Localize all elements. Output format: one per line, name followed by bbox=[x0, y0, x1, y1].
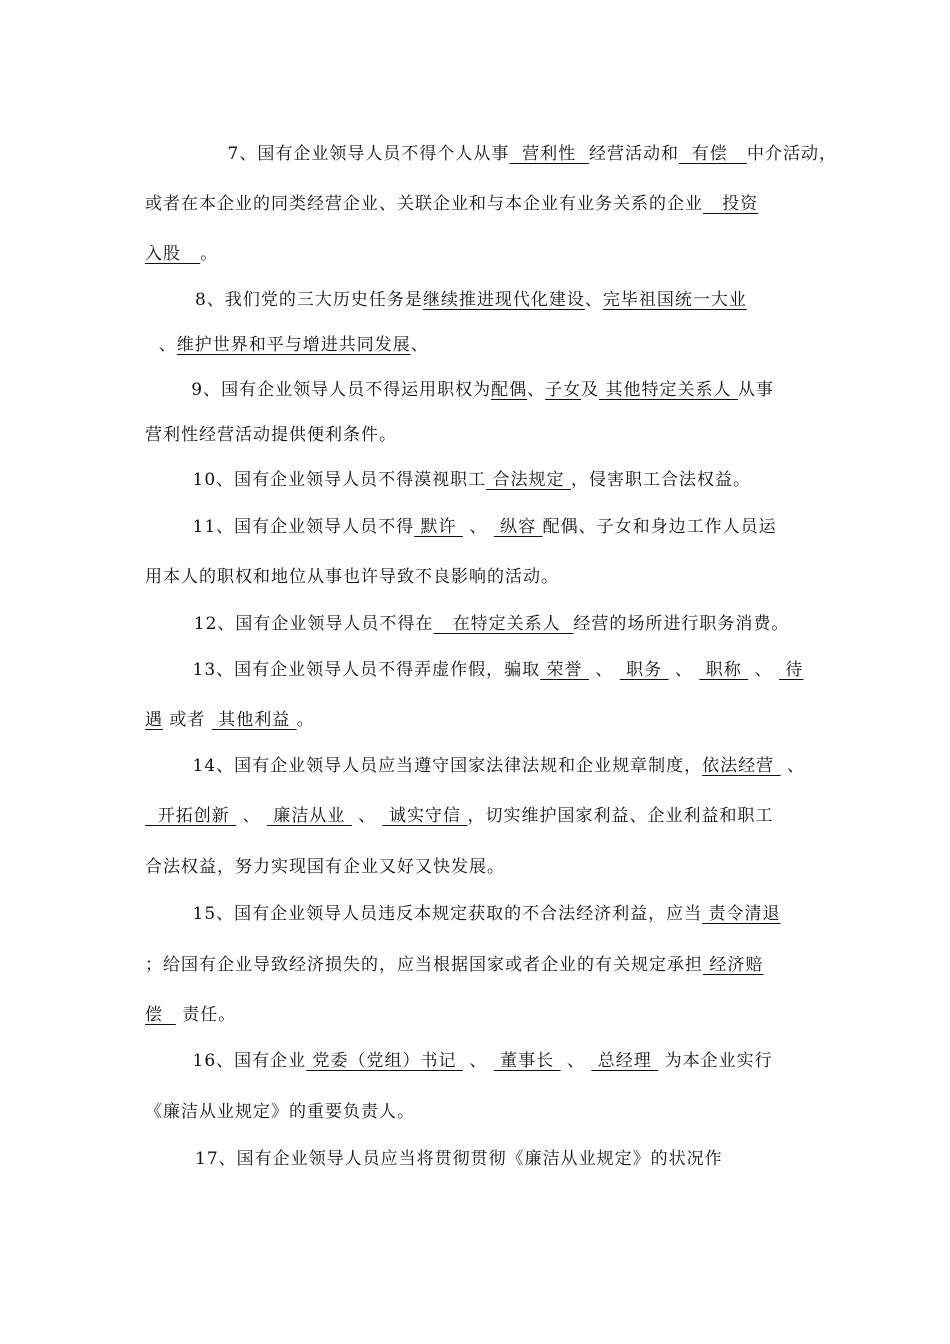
text-run: 8、我们党的三大历史任务是 bbox=[195, 290, 423, 310]
text-run: 7、国有企业领导人员不得个人从事 bbox=[227, 144, 510, 164]
text-run: 、 bbox=[748, 660, 780, 680]
text-run: 《廉洁从业规定》的重要负责人。 bbox=[145, 1102, 415, 1122]
q15-line-3 bbox=[145, 1003, 236, 1027]
text-run: 责任。 bbox=[175, 1005, 237, 1025]
text-run: 、 bbox=[462, 517, 494, 537]
answer-blank: 完毕祖国统一大业 bbox=[602, 290, 747, 310]
text-run: 、 bbox=[410, 335, 429, 355]
answer-blank: 董事长 bbox=[493, 1051, 561, 1071]
answer-blank: 默许 bbox=[414, 517, 463, 537]
text-run: ，侵害职工合法权益。 bbox=[570, 470, 751, 490]
answer-blank: 偿 bbox=[145, 1005, 176, 1025]
answer-blank: 待 bbox=[779, 660, 804, 680]
answer-blank: 荣誉 bbox=[540, 660, 589, 680]
answer-blank: 职务 bbox=[619, 660, 669, 680]
text-run: 。 bbox=[200, 244, 219, 264]
text-run: 、 bbox=[236, 806, 268, 826]
text-run: 配偶、子女和身边工作人员运 bbox=[542, 517, 777, 537]
text-run: 17、国有企业领导人员应当将贯彻贯彻《廉洁从业规定》的状况作 bbox=[195, 1149, 723, 1169]
answer-blank: 继续推进现代化建设 bbox=[422, 290, 585, 310]
text-run: 、 bbox=[560, 1051, 592, 1071]
q15-line-2 bbox=[145, 953, 763, 977]
q11-line-2 bbox=[145, 565, 559, 589]
text-run: 及 bbox=[581, 380, 600, 400]
text-run: 中介活动， bbox=[746, 144, 837, 164]
text-run: ，切实维护国家利益、企业利益和职工 bbox=[467, 806, 774, 826]
text-run: 、 bbox=[780, 756, 805, 776]
text-run: ；给国有企业导致经济损失的，应当根据国家或者企业的有关规定承担 bbox=[145, 955, 703, 975]
answer-blank: 其他利益 bbox=[211, 710, 297, 730]
text-run: 为本企业实行 bbox=[658, 1051, 773, 1071]
answer-blank: 有偿 bbox=[678, 144, 747, 164]
q11-line-1 bbox=[153, 515, 777, 539]
answer-blank: 遇 bbox=[145, 710, 163, 730]
answer-blank: 依法经营 bbox=[702, 756, 781, 776]
text-run: 或者 bbox=[163, 710, 212, 730]
text-run: 经营活动和 bbox=[588, 144, 679, 164]
q10-line-1 bbox=[153, 468, 751, 492]
answer-blank: 在特定关系人 bbox=[433, 614, 574, 634]
q17-line-1 bbox=[155, 1147, 723, 1171]
text-run: 11、国有企业领导人员不得 bbox=[192, 517, 415, 537]
text-run: 、 bbox=[584, 290, 603, 310]
text-run: 13、国有企业领导人员不得弄虚作假，骗取 bbox=[192, 660, 541, 680]
q14-line-2 bbox=[145, 804, 773, 828]
answer-blank: 责令清退 bbox=[702, 904, 781, 924]
text-run: 。 bbox=[296, 710, 315, 730]
q14-line-1 bbox=[153, 754, 805, 778]
answer-blank: 纵容 bbox=[493, 517, 543, 537]
text-run: 合法权益，努力实现国有企业又好又快发展。 bbox=[145, 857, 505, 877]
text-run: 16、国有企业 bbox=[192, 1051, 307, 1071]
q15-line-1 bbox=[153, 902, 781, 926]
text-run: 12、国有企业领导人员不得在 bbox=[193, 614, 434, 634]
q7-line-2 bbox=[145, 192, 758, 216]
text-run: 用本人的职权和地位从事也许导致不良影响的活动。 bbox=[145, 567, 559, 587]
text-run: 、 bbox=[158, 335, 177, 355]
answer-blank: 诚实守信 bbox=[382, 806, 468, 826]
text-run: 营利性经营活动提供便利条件。 bbox=[145, 425, 397, 445]
text-run: 、 bbox=[462, 1051, 494, 1071]
text-run: 14、国有企业领导人员应当遵守国家法律法规和企业规章制度， bbox=[192, 756, 703, 776]
q8-line-1 bbox=[155, 288, 747, 312]
q7-line-3 bbox=[145, 242, 218, 266]
answer-blank: 经济赔 bbox=[703, 955, 764, 975]
q16-line-2 bbox=[145, 1100, 415, 1124]
text-run: 、 bbox=[351, 806, 383, 826]
text-run: 9、国有企业领导人员不得运用职权为 bbox=[191, 380, 492, 400]
text-run: 10、国有企业领导人员不得漠视职工 bbox=[192, 470, 487, 490]
answer-blank: 职称 bbox=[699, 660, 749, 680]
q13-line-2 bbox=[145, 708, 315, 732]
text-run: 、 bbox=[668, 660, 700, 680]
answer-blank: 投资 bbox=[703, 194, 759, 214]
q8-line-2 bbox=[159, 333, 429, 357]
q9-line-1 bbox=[151, 378, 774, 402]
q13-line-1 bbox=[153, 658, 804, 682]
text-run: 经营的场所进行职务消费。 bbox=[573, 614, 790, 634]
answer-blank: 开拓创新 bbox=[145, 806, 237, 826]
q9-line-2 bbox=[145, 423, 397, 447]
text-run: 或者在本企业的同类经营企业、关联企业和与本企业有业务关系的企业 bbox=[145, 194, 703, 214]
q7-line-1 bbox=[188, 142, 837, 166]
q12-line-1 bbox=[154, 612, 790, 636]
text-run: 15、国有企业领导人员违反本规定获取的不合法经济利益，应当 bbox=[192, 904, 703, 924]
text-run: 、 bbox=[527, 380, 546, 400]
answer-blank: 总经理 bbox=[591, 1051, 659, 1071]
q16-line-1 bbox=[153, 1049, 773, 1073]
answer-blank: 廉洁从业 bbox=[267, 806, 352, 826]
q14-line-3 bbox=[145, 855, 505, 879]
answer-blank: 入股 bbox=[145, 244, 201, 264]
answer-blank: 子女 bbox=[545, 380, 582, 400]
answer-blank: 营利性 bbox=[509, 144, 589, 164]
answer-blank: 配偶 bbox=[491, 380, 528, 400]
text-run: 从事 bbox=[737, 380, 774, 400]
answer-blank: 合法规定 bbox=[486, 470, 571, 490]
text-run: 、 bbox=[588, 660, 620, 680]
answer-blank: 党委（党组）书记 bbox=[306, 1051, 463, 1071]
answer-blank: 维护世界和平与增进共同发展 bbox=[176, 335, 411, 355]
answer-blank: 其他特定关系人 bbox=[599, 380, 738, 400]
